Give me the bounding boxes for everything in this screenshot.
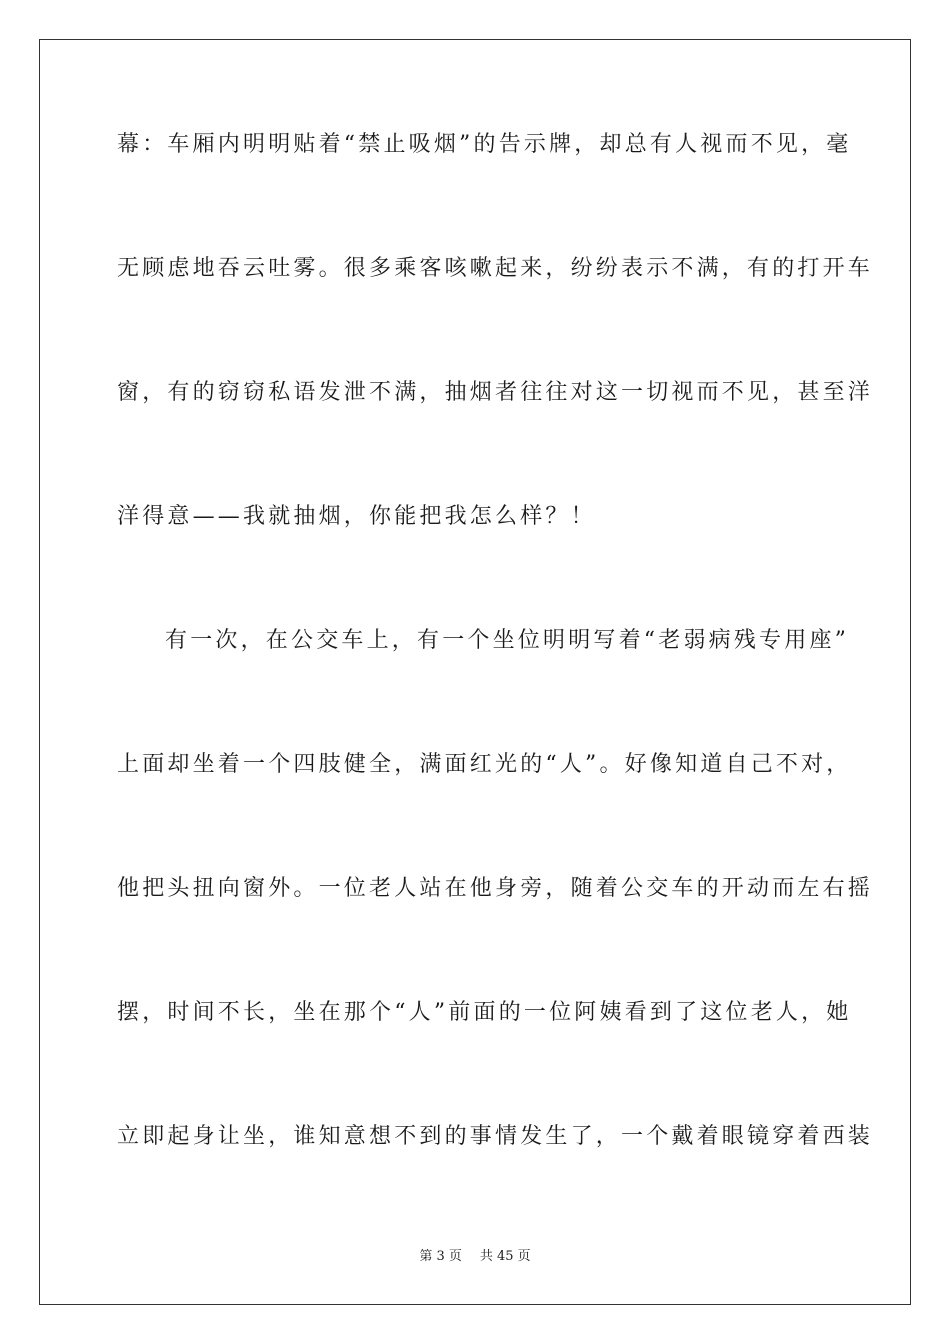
page-number: 第 3 页 xyxy=(419,1249,462,1264)
page-total: 共 45 页 xyxy=(479,1249,531,1264)
page-border xyxy=(39,39,911,1305)
text-line: 幕：车厢内明明贴着“禁止吸烟”的告示牌，却总有人视而不见，毫 xyxy=(117,132,852,157)
text-line: 他把头扭向窗外。一位老人站在他身旁，随着公交车的开动而左右摇 xyxy=(117,876,874,901)
text-line: 立即起身让坐，谁知意想不到的事情发生了，一个戴着眼镜穿着西装 xyxy=(117,1124,874,1149)
text-line: 上面却坐着一个四肢健全，满面红光的“人”。好像知道自己不对， xyxy=(117,752,852,777)
text-line: 窗，有的窃窃私语发泄不满，抽烟者往往对这一切视而不见，甚至洋 xyxy=(117,380,874,405)
page-footer xyxy=(0,1248,950,1266)
text-line: 无顾虑地吞云吐雾。很多乘客咳嗽起来，纷纷表示不满，有的打开车 xyxy=(117,256,874,281)
text-line: 洋得意——我就抽烟，你能把我怎么样？！ xyxy=(117,504,596,529)
text-line: 摆，时间不长，坐在那个“人”前面的一位阿姨看到了这位老人，她 xyxy=(117,1000,852,1025)
paragraph-first-line: 有一次，在公交车上，有一个坐位明明写着“老弱病残专用座” xyxy=(165,628,850,653)
